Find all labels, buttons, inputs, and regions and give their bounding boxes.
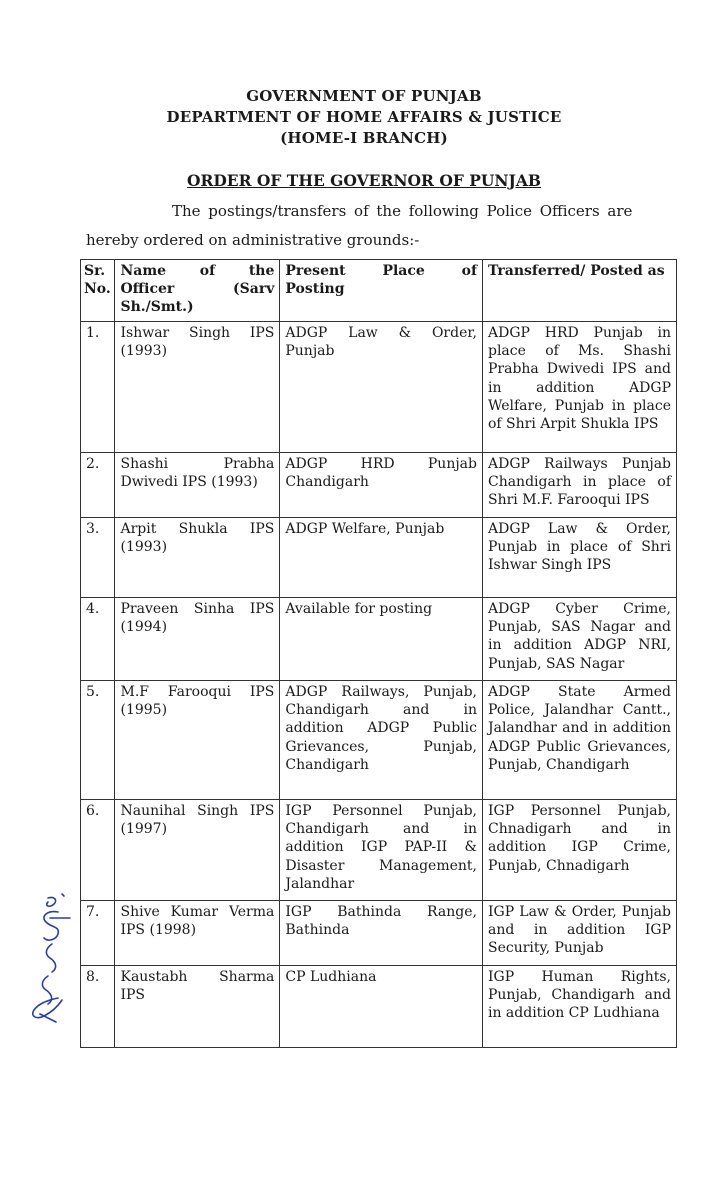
sr-cell: 6. [81, 800, 115, 901]
table-row [81, 518, 677, 598]
officer-name-cell: Shashi Prabha Dwivedi IPS (1993) [115, 453, 280, 518]
table-header-row [81, 260, 677, 322]
transferred-cell: ADGP Railways Punjab Chandigarh in place of Shri M.F. Farooqui IPS [482, 453, 676, 518]
officer-name-cell: Praveen Sinha IPS (1994) [115, 598, 280, 681]
present-posting-cell: Available for posting [280, 598, 483, 681]
header-present-posting: Present Place of Posting [280, 260, 483, 322]
intro-line-2: hereby ordered on administrative grounds:- [86, 231, 420, 249]
sr-cell: 5. [81, 681, 115, 800]
present-posting-cell: CP Ludhiana [280, 966, 483, 1048]
present-posting-cell: ADGP Railways, Punjab, Chandigarh and in addition ADGP Public Grievances, Punjab, Chandigarh [280, 681, 483, 800]
intro-line-1: The postings/transfers of the following Police Officers are [172, 202, 633, 220]
transferred-cell: IGP Law & Order, Punjab and in addition IGP Security, Punjab [482, 901, 676, 966]
department-title: DEPARTMENT OF HOME AFFAIRS & JUSTICE [166, 108, 562, 126]
present-posting-cell: IGP Bathinda Range, Bathinda [280, 901, 483, 966]
table-row [81, 322, 677, 453]
sr-cell: 3. [81, 518, 115, 598]
table-row [81, 681, 677, 800]
sr-cell: 8. [81, 966, 115, 1048]
sr-cell: 4. [81, 598, 115, 681]
present-posting-cell: ADGP Welfare, Punjab [280, 518, 483, 598]
handwritten-signature [18, 888, 78, 1028]
table-row [81, 966, 677, 1048]
sr-cell: 1. [81, 322, 115, 453]
government-title: GOVERNMENT OF PUNJAB [246, 87, 482, 105]
branch-title: (HOME-I BRANCH) [280, 129, 448, 147]
sr-cell: 2. [81, 453, 115, 518]
transferred-cell: ADGP State Armed Police, Jalandhar Cantt., Jalandhar and in addition ADGP Public Grievances, Punjab, Chandigarh [482, 681, 676, 800]
officer-name-cell: Shive Kumar Verma IPS (1998) [115, 901, 280, 966]
header-transferred: Transferred/ Posted as [482, 260, 676, 322]
transferred-cell: IGP Human Rights, Punjab, Chandigarh and in addition CP Ludhiana [482, 966, 676, 1048]
transferred-cell: ADGP Cyber Crime, Punjab, SAS Nagar and in addition ADGP NRI, Punjab, SAS Nagar [482, 598, 676, 681]
transferred-cell: ADGP Law & Order, Punjab in place of Shri Ishwar Singh IPS [482, 518, 676, 598]
transferred-cell: ADGP HRD Punjab in place of Ms. Shashi Prabha Dwivedi IPS and in addition ADGP Welfare, Punjab in place of Shri Arpit Shukla IPS [482, 322, 676, 453]
officer-name-cell: Naunihal Singh IPS (1997) [115, 800, 280, 901]
order-title: ORDER OF THE GOVERNOR OF PUNJAB [186, 171, 542, 190]
sr-cell: 7. [81, 901, 115, 966]
officer-name-cell: Kaustabh Sharma IPS [115, 966, 280, 1048]
present-posting-cell: IGP Personnel Punjab, Chandigarh and in addition IGP PAP-II & Disaster Management, Jalandhar [280, 800, 483, 901]
officer-name-cell: Ishwar Singh IPS (1993) [115, 322, 280, 453]
table-row [81, 800, 677, 901]
header-officer-name: Name of the Officer (Sarv Sh./Smt.) [115, 260, 280, 322]
officers-table [80, 259, 677, 1048]
table-row [81, 453, 677, 518]
present-posting-cell: ADGP Law & Order, Punjab [280, 322, 483, 453]
officer-name-cell: Arpit Shukla IPS (1993) [115, 518, 280, 598]
header-sr-no: Sr. No. [81, 260, 115, 322]
table-row [81, 901, 677, 966]
transferred-cell: IGP Personnel Punjab, Chnadigarh and in addition IGP Crime, Punjab, Chnadigarh [482, 800, 676, 901]
present-posting-cell: ADGP HRD Punjab Chandigarh [280, 453, 483, 518]
table-row [81, 598, 677, 681]
officer-name-cell: M.F Farooqui IPS (1995) [115, 681, 280, 800]
